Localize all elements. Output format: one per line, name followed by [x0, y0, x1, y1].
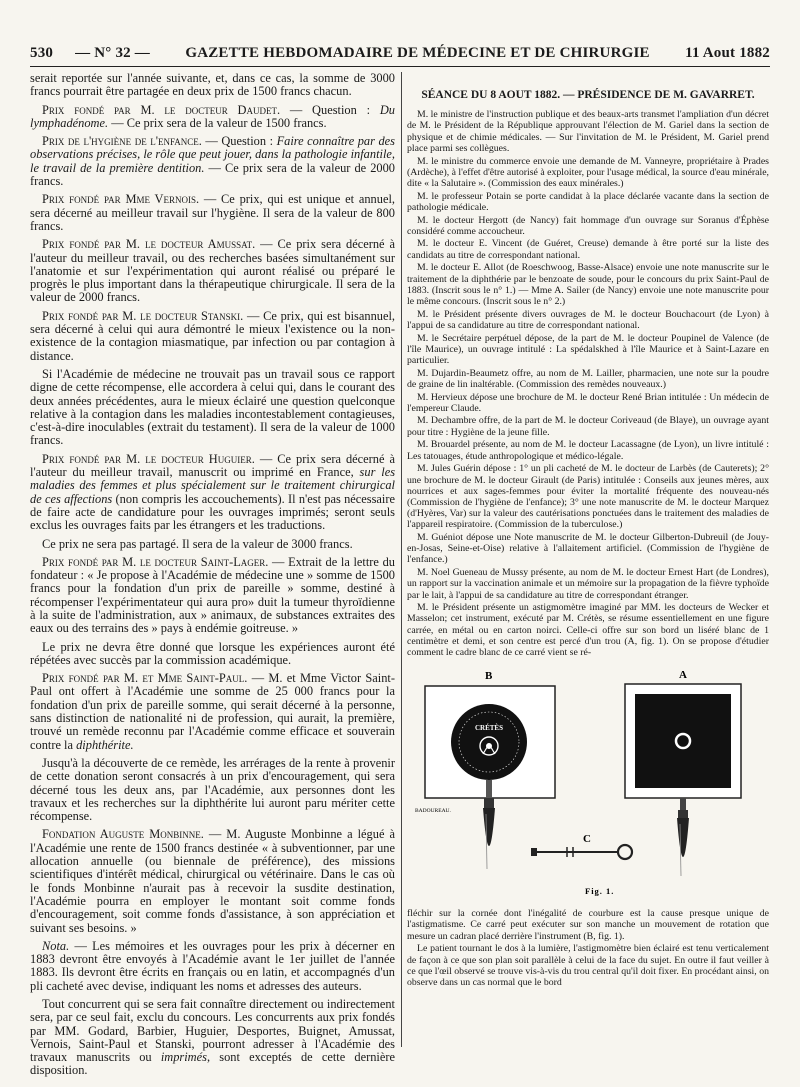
column-divider	[401, 72, 402, 1047]
paragraph: Le prix ne devra être donné que lorsque les expériences auront été répétées avec succès par la commission académique.	[30, 639, 395, 667]
paragraph: Nota. — Les mémoires et les ouvrages pour les prix à décerner en 1883 devront être envoyés à l'Académie avant le 1er juillet de l'année 1883. Ils devront être écrits en français ou en latin, et accompagnés d'un pli cacheté avec devise, indiquant les noms et adresses des auteurs.	[30, 938, 395, 993]
paragraph: M. le docteur E. Allot (de Roeschwoog, Basse-Alsace) envoie une note manuscrite sur le traitement de la diphthérie par le benzoate de soude, pour le concours du prix Saint-Paul de 1883. (Inscrit sous le n° 1.) — Mme A. Sailer (de Nancy) envoie une note manuscrite pour le même concours. (Inscrit sous le n° 2.)	[407, 262, 769, 307]
paragraph: Prix fondé par M. le docteur Huguier. — Ce prix sera décerné à l'auteur du meilleur travail, manuscrit ou imprimé en France, sur les maladies des femmes et plus spécialement sur le traitement chirurgical de ces affections (non compris les accouchements). Il n'est pas nécessaire de faire acte de candidature pour les ouvrages imprimés; seront seuls exclus les ouvrages faits par les étrangers et les traductions.	[30, 451, 396, 533]
paragraph: Prix fondé par M. le docteur Saint-Lager. — Extrait de la lettre du fondateur : « Je propose à l'Académie de médecine une » somme de 1500 francs pour la fondation d'un prix de pareille » somme, destiné à récompenser l'expérimentateur qui aura pro» duit la tumeur thyroïdienne à la suite de l'administration, aux » animaux, de substances extraites des eaux ou des terrains des » pays à endémie goitreuse. »	[30, 554, 395, 636]
issue-date: 11 Aout 1882	[685, 44, 770, 61]
right-column	[407, 72, 769, 1047]
paragraph: Si l'Académie de médecine ne trouvait pas un travail sous ce rapport digne de cette récompense, elle accordera à celui qui, dans le courant des deux années précédentes, aura le mieux éclairé une question quelconque relative à la contagion dans les maladies incontestablement contagieuses, c'est-à-dire inoculables (extrait du testament). Il sera de la valeur de 1000 francs.	[30, 366, 395, 448]
paragraph: Jusqu'à la découverte de ce remède, les arrérages de la rente à provenir de cette donation seront consacrés à un prix d'encouragement, qui sera décerné tous les deux ans, par l'Académie, aux personnes dont les travaux et les recherches sur la diphthérite lui auront paru mériter cette récompense.	[30, 755, 395, 824]
paragraph: M. Dechambre offre, de la part de M. le docteur Coriveaud (de Blaye), un ouvrage ayant pour titre : Hygiène de la jeune fille.	[407, 415, 769, 438]
paragraph: M. le Président présente divers ouvrages de M. le docteur Bouchacourt (de Lyon) à l'appui de sa candidature au titre de correspondant national.	[407, 308, 769, 331]
paragraph: Fondation Auguste Monbinne. — M. Auguste Monbinne a légué à l'Académie une rente de 1500 francs destinée « à subventionner, par une allocation annuelle (ou biennale de préférence), des missions scientifiques d'intérêt médical, chirurgical ou vétérinaire. Dans le cas où le fonds Monbinne n'aurait pas à recevoir la susdite destination, l'Académie pourra en employer le montant soit comme fonds d'encouragement, soit comme fonds d'assistance, à son appréciation et suivant ses besoins. »	[30, 827, 395, 935]
paragraph: M. Guéniot dépose une Note manuscrite de M. le docteur Gilberton-Dubreuil (de Jouy-en-Josas, Seine-et-Oise) relative à l'allaitement artificiel. (Commission de l'hygiène de l'enfance.)	[407, 532, 769, 566]
paragraph: serait reportée sur l'année suivante, et, dans ce cas, la somme de 3000 francs pourrait être partagée en deux prix de 1500 francs chacun.	[30, 71, 395, 99]
paragraph: Le patient tournant le dos à la lumière, l'astigmomètre bien éclairé est tenu verticalement de façon à ce que son plan soit parallèle à celui de la face du sujet. En outre il faut veiller à ce que l'œil observé se trouve vis-à-vis du trou central qu'il doit fixer. En procédant ainsi, on observe dans un cas normal que le bord	[407, 943, 769, 988]
paragraph: Prix fondé par M. le docteur Stanski. — Ce prix, qui est bisannuel, sera décerné à celui qui aura démontré le mieux l'existence ou la non-existence de la contagion miasmatique, par infection ou par contagion à distance.	[30, 308, 395, 363]
label-b: B	[485, 670, 493, 683]
journal-title: GAZETTE HEBDOMADAIRE DE MÉDECINE ET DE CHIRURGIE	[185, 44, 650, 61]
paragraph: M. le docteur E. Vincent (de Guéret, Creuse) demande à être porté sur la liste des candidats au titre de correspondant national.	[407, 238, 769, 261]
paragraph: fléchir sur la cornée dont l'inégalité de courbure est la cause presque unique de l'astigmatisme. Ce carré peut exécuter sur son manche un mouvement de rotation que mesure un cadran placé derrière l'instrument (B, fig. 1).	[407, 908, 769, 942]
paragraph: Tout concurrent qui se sera fait connaître directement ou indirectement sera, par ce seul fait, exclu du concours. Les concurrents aux prix fondés par MM. Godard, Barbier, Huguier, Desportes, Buignet, Amussat, Vernois, Saint-Paul et Stanski, pourront adresser à l'Académie des travaux manuscrits ou imprimés, sont exceptés de cette dernière disposition.	[30, 997, 395, 1078]
astigmometer-illustration	[407, 664, 769, 902]
paragraph: M. le ministre de l'instruction publique et des beaux-arts transmet l'ampliation d'un décret de M. le Président de la République approuvant l'élection de M. Gariel dans la section de physique et de chimie médicales. — Sur l'invitation de M. le Président, M. Gariel prend place parmi ses collègues.	[407, 109, 769, 154]
rod-c-ring	[618, 845, 632, 859]
paragraph: Prix fondé par M. le docteur Daudet. — Question : Du lymphadénome. — Ce prix sera de la valeur de 1500 francs.	[30, 102, 395, 130]
issue-number: — N° 32 —	[75, 44, 150, 61]
label-c: C	[583, 833, 591, 846]
paragraph: M. le docteur Hergott (de Nancy) fait hommage d'un ouvrage sur Soranus d'Éphèse considéré comme accoucheur.	[407, 214, 769, 237]
paragraph: M. Hervieux dépose une brochure de M. le docteur René Brian intitulée : Un médecin de l'empereur Claude.	[407, 391, 769, 414]
paragraph: Prix fondé par M. et Mme Saint-Paul. — M. et Mme Victor Saint-Paul ont offert à l'Académie une somme de 25 000 francs pour la fondation d'un prix de pareille somme, qui serait décerné à la personne, sans distinction de nationalité ni de profession, qui aurait, la première, trouvé un remède reconnu par l'Académie comme efficace et souverain contre la diphthérite.	[30, 671, 395, 752]
paragraph: Prix fondé par M. le docteur Amussat. — Ce prix sera décerné à l'auteur du meilleur travail, ou des recherches basées simultanément sur l'anatomie et sur l'expérimentation qui auront réalisé ou préparé le progrès le plus important dans la thérapeutique chirurgicale. Il sera de la valeur de 2000 francs.	[30, 237, 395, 305]
paragraph: M. Noel Gueneau de Mussy présente, au nom de M. le docteur Ernest Hart (de Londres), un rapport sur la vaccination animale et un mémoire sur la propagation de la fièvre typhoïde par le lait, à l'appui de sa candidature au titre de correspondant étranger.	[407, 567, 769, 601]
left-column	[30, 71, 396, 1078]
paragraph: M. le Président présente un astigmomètre imaginé par MM. les docteurs de Wecker et Masselon; cet instrument, exécuté par M. Crétès, se résume essentiellement en une figure carrée, en métal ou en carton noirci. Celle-ci offre sur son bord un liséré blanc de 1 centimètre et demi, et son centre est percé d'un trou (A, fig. 1). On se propose d'étudier comment le cadre blanc de ce carré vient se ré-	[407, 602, 769, 659]
figure-caption: Fig. 1.	[585, 886, 615, 897]
label-a: A	[679, 669, 687, 682]
engraver-signature: BADOUREAU.	[415, 808, 451, 815]
paragraph: Prix fondé par Mme Vernois. — Ce prix, qui est unique et annuel, sera décerné au meilleur travail sur l'hygiène. Il sera de la valeur de 800 francs.	[30, 192, 395, 233]
paragraph: Ce prix ne sera pas partagé. Il sera de la valeur de 3000 francs.	[42, 536, 353, 551]
handle-b	[483, 808, 495, 846]
paragraph: M. le ministre du commerce envoie une demande de M. Vanneyre, propriétaire à Prades (Ardèche), à l'effet d'être autorisé à exploiter, pour l'usage médical, la source d'eau minérale, dite « la Salutaire ». (Commission des eaux minérales.)	[407, 155, 770, 189]
dial-maker-label: CRÉTÈS	[474, 724, 504, 733]
session-heading: SÉANCE DU 8 AOUT 1882. — PRÉSIDENCE DE M. GAVARRET.	[421, 89, 755, 101]
paragraph: M. Brouardel présente, au nom de M. le docteur Lacassagne (de Lyon), un livre intitulé : Les tatouages, étude anthropologique et médico-légale.	[407, 439, 769, 462]
page-header	[30, 40, 770, 67]
handle-a	[677, 818, 689, 857]
paragraph: M. le Secrétaire perpétuel dépose, de la part de M. le docteur Poupinel de Valence (de l'île Maurice), un ouvrage intitulé : La spédalskhed à l'île Maurice et à Saint-Lazare en particulier.	[407, 332, 769, 366]
paragraph: M. Jules Guérin dépose : 1° un pli cacheté de M. le docteur de Larbès (de Cauterets); 2° une brochure de M. le docteur Girault (de Paris) intitulée : Conseils aux jeunes mères, aux nourrices et aux sages-femmes pour éviter la mortalité fréquente des nouveau-nés (Commission de l'hygiène de l'enfance); 3° une note manuscrite de M. le docteur Marquez (d'Hyères, Var) sur la valeur des cautérisations ponctuées dans le traitement des maladies de l'appareil respiratoire. (Commission de la tuberculose.)	[407, 463, 769, 531]
figure-astigmometer	[407, 664, 769, 902]
page-number: 530	[30, 44, 54, 61]
paragraph: M. le professeur Potain se porte candidat à la place déclarée vacante dans la section de pathologie médicale.	[407, 190, 769, 213]
paragraph: M. Dujardin-Beaumetz offre, au nom de M. Lailler, pharmacien, une note sur la poudre de graine de lin inaltérable. (Commission des remèdes nouveaux.)	[407, 367, 769, 390]
paragraph: Prix de l'hygiène de l'enfance. — Question : Faire connaître par des observations précises, le rôle que peut jouer, dans la pathologie infantile, le travail de la première dentition. — Ce prix sera de la valeur de 2000 francs.	[30, 134, 395, 189]
